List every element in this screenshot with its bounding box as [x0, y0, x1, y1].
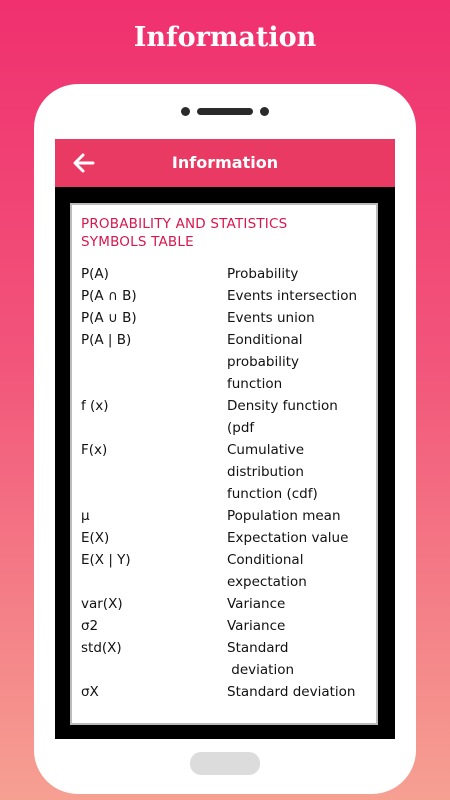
phone-frame: [34, 84, 416, 794]
description-cell: Conditional expectation: [227, 552, 307, 590]
symbol-cell: σ2: [81, 618, 99, 634]
symbol-cell: var(X): [81, 596, 123, 612]
table-row: [81, 681, 377, 703]
description-cell: Standard deviation: [227, 684, 356, 700]
symbols-card: [70, 203, 378, 725]
speaker-grille: [197, 108, 253, 115]
symbol-cell: E(X): [81, 530, 110, 546]
table-row: [81, 637, 377, 681]
symbol-cell: μ: [81, 508, 90, 524]
description-cell: Variance: [227, 618, 286, 634]
symbols-table: [81, 263, 377, 703]
table-row: [81, 593, 377, 615]
table-row: [81, 527, 377, 549]
sensor-dot: [260, 107, 269, 116]
table-row: [81, 263, 377, 285]
card-heading: PROBABILITY AND STATISTICS SYMBOLS TABLE: [81, 216, 288, 250]
description-cell: Density function (pdf: [227, 398, 338, 436]
camera-dot: [181, 107, 190, 116]
app-bar: [55, 139, 395, 187]
symbol-cell: F(x): [81, 442, 108, 458]
table-row: [81, 285, 377, 307]
table-row: [81, 549, 377, 593]
description-cell: Events union: [227, 310, 315, 326]
description-cell: Cumulative distribution function (cdf): [227, 442, 318, 502]
symbol-cell: P(A ∪ B): [81, 310, 137, 326]
table-row: [81, 395, 377, 439]
phone-screen: [55, 139, 395, 739]
symbol-cell: P(A ∩ B): [81, 288, 137, 304]
arrow-left-icon[interactable]: [73, 153, 95, 173]
symbol-cell: E(X | Y): [81, 552, 131, 568]
symbol-cell: std(X): [81, 640, 122, 656]
promo-title: Information: [133, 22, 317, 53]
symbol-cell: σX: [81, 684, 99, 700]
symbol-cell: P(A | B): [81, 332, 132, 348]
table-row: [81, 505, 377, 527]
description-cell: Events intersection: [227, 288, 358, 304]
description-cell: Eonditional probability function: [227, 332, 303, 392]
symbol-cell: P(A): [81, 266, 109, 282]
description-cell: Probability: [227, 266, 299, 282]
description-cell: Population mean: [227, 508, 341, 524]
table-row: [81, 439, 377, 505]
home-button[interactable]: [190, 752, 260, 775]
app-bar-title: Information: [171, 153, 279, 172]
table-row: [81, 615, 377, 637]
description-cell: Standard deviation: [227, 640, 295, 678]
description-cell: Variance: [227, 596, 286, 612]
table-row: [81, 329, 377, 395]
table-row: [81, 307, 377, 329]
description-cell: Expectation value: [227, 530, 349, 546]
symbol-cell: f (x): [81, 398, 109, 414]
